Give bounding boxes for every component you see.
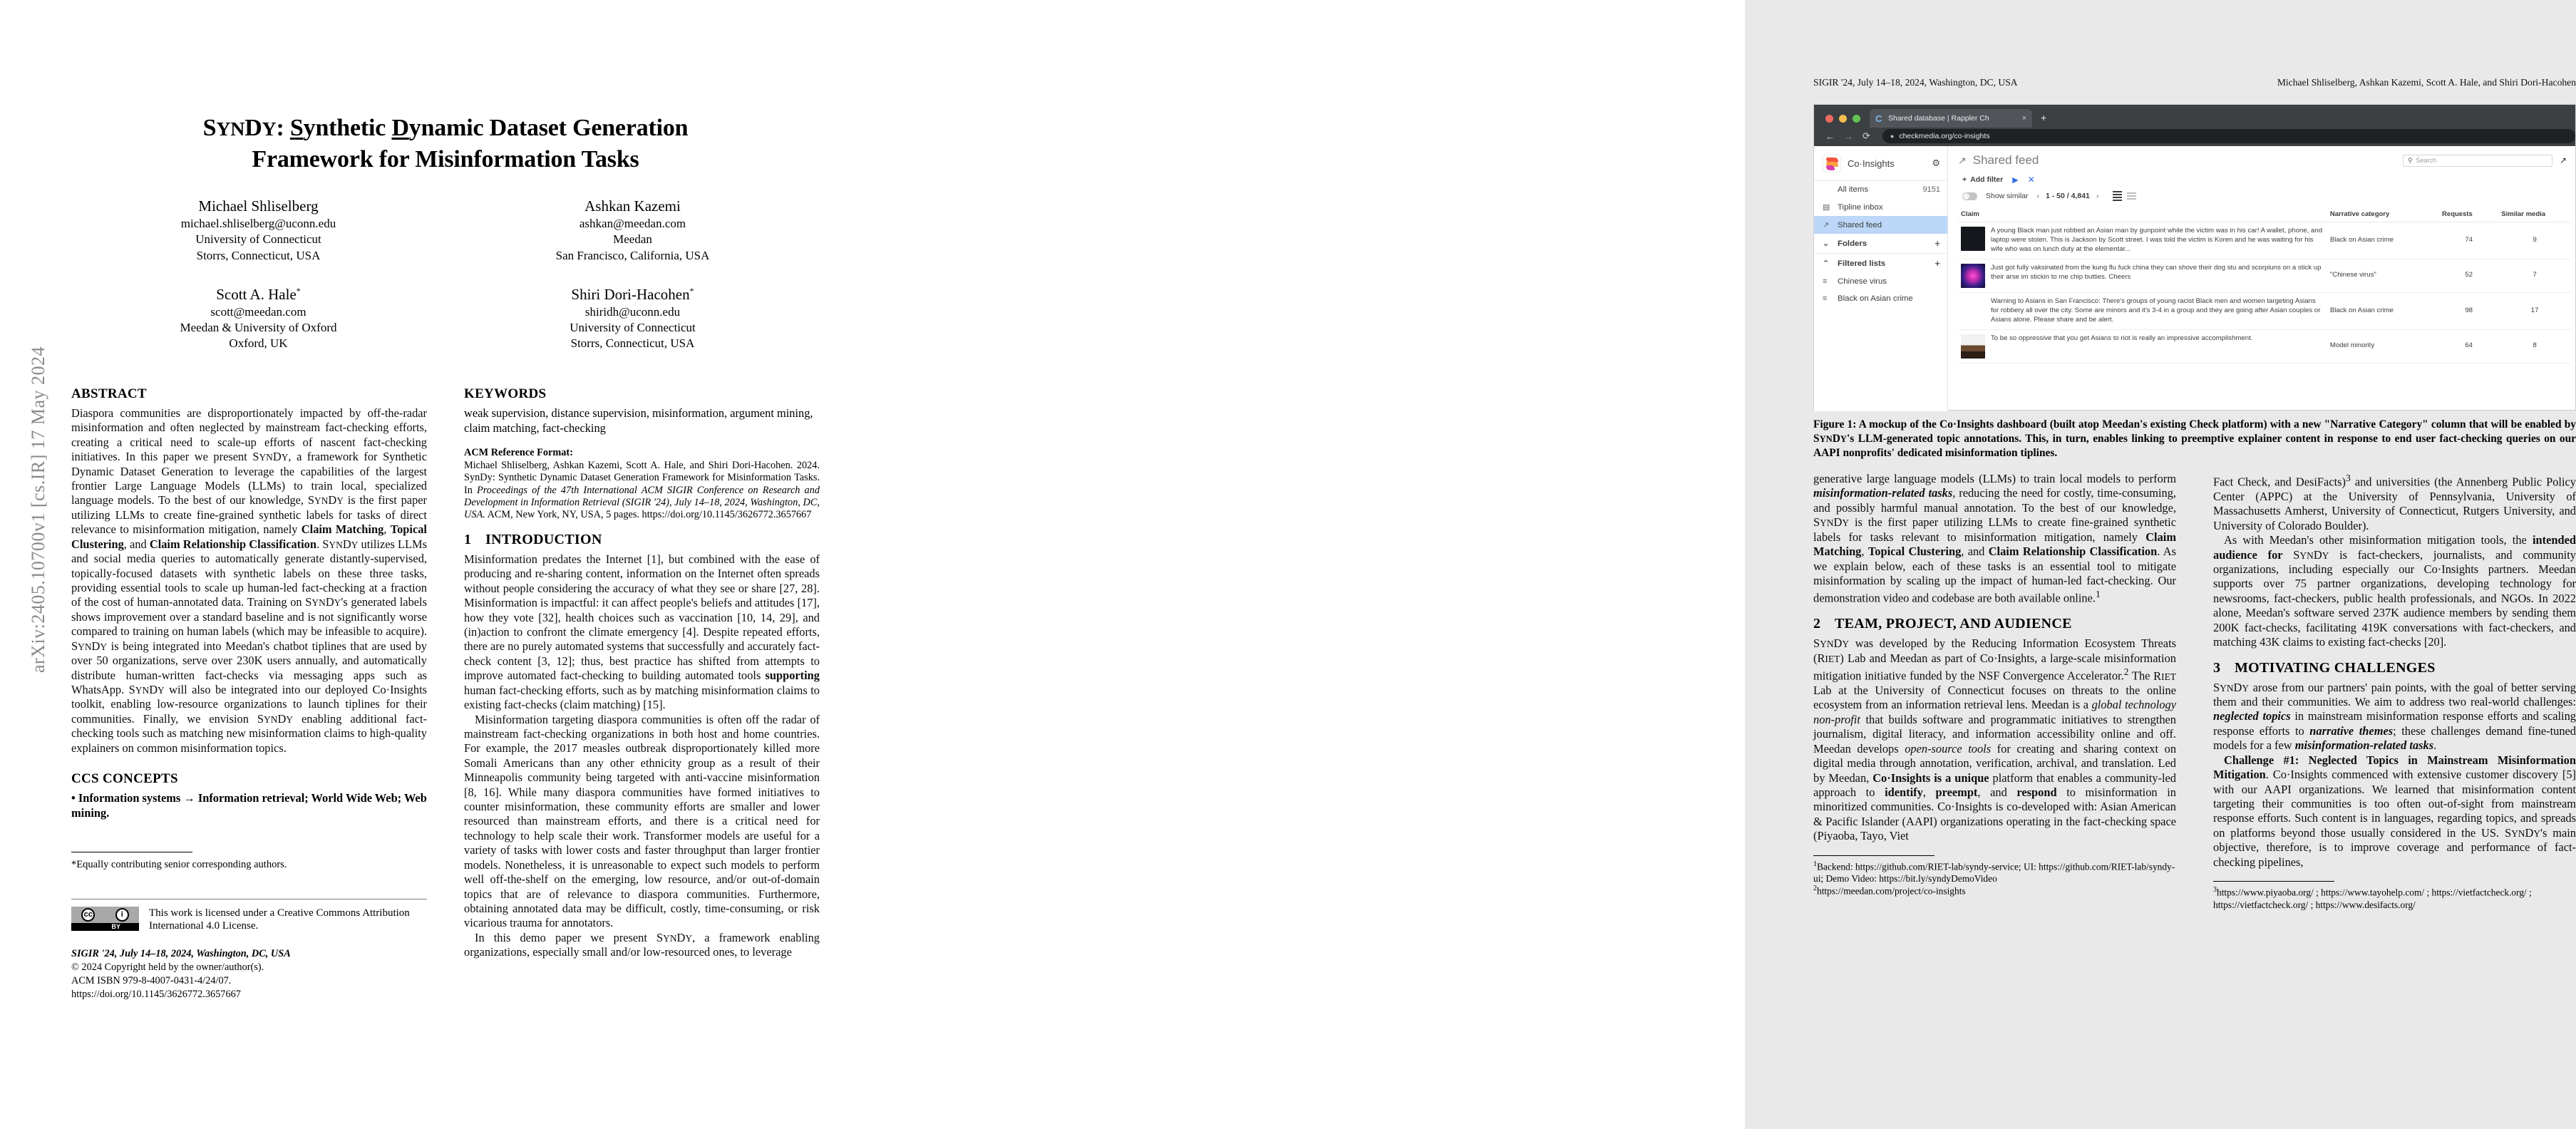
show-similar-label: Show similar bbox=[1986, 192, 2029, 200]
compact-view-icon[interactable] bbox=[2127, 192, 2136, 200]
figure-1 bbox=[1813, 104, 2576, 460]
search-placeholder: Search bbox=[2416, 157, 2437, 164]
footnote-rule bbox=[2213, 881, 2334, 882]
next-page-icon[interactable]: › bbox=[2096, 192, 2099, 200]
introduction-heading bbox=[464, 532, 820, 548]
section-2-title: TEAM, PROJECT, AND AUDIENCE bbox=[1835, 616, 2072, 632]
author-affiliation: University of Connecticut bbox=[195, 232, 321, 247]
sidebar-item-chinese-virus[interactable] bbox=[1814, 273, 1947, 290]
introduction-paragraph-1: Misinformation predates the Internet [1], but combined with the ease of producing and re-sharing content, information on the Internet often spreads without people considering the accuracy of what they see or share [27, 28]. Misinformation is impactful: it can affect people's beliefs and attitudes [17], how they vote [32], health choices such as vaccination [10, 14, 29], and (in)action to confront the climate emergency [4]. Despite repeated efforts, there are no purely automated systems that successfully and accurately fact-check content [3, 12]; thus, best practice has shifted from attempts to improve automated fact-checking to building automated tools supporting human fact-checking efforts, such as by matching misinformation claims to existing fact-checks (claim matching) [15]. bbox=[464, 552, 820, 712]
keywords-block bbox=[464, 386, 820, 435]
add-filtered-list-icon[interactable]: + bbox=[1934, 258, 1940, 269]
claim-text: A young Black man just robbed an Asian man by gunpoint while the victim was in his car! A wallet, phone, and laptop were stolen. This is Jackson by Scott street. I was told the victim is Koren and he was waiting for his wife who was on lunch duty at the elementar... bbox=[1991, 227, 2323, 253]
plus-icon: + bbox=[1962, 175, 1967, 184]
abstract-text: Diaspora communities are disproportionately impacted by off-the-radar misinformation and often neglected by mainstream fact-checking efforts, creating a critical need to scale-up efforts of nascent fact-checking initiatives. In this paper we present SYNDY, a framework for Synthetic Dynamic Dataset Generation to leverage the capabilities of the largest frontier Large Language Models (LLMs) to train local, specialized language models. To the best of our knowledge, SYNDY is the first paper utilizing LLMs to create fine-grained synthetic labels for tasks of direct relevance to misinformation mitigation, namely Claim Matching, Topical Clustering, and Claim Relationship Classification. SYNDY utilizes LLMs and social media queries to automatically generate distantly-supervised, topically-focused datasets with synthetic labels on these three tasks, providing essential tools to scale up human-led fact-checking at a fraction of the cost of human-annotated data. Training on SYNDY's generated labels shows improvement over a standard baseline and is not significantly worse compared to training on human labels (which may be infeasible to acquire). SYNDY is being integrated into Meedan's chatbot tiplines that are used by over 50 organizations, serve over 230K users annually, and automatically distribute human-written fact-checks via messaging apps such as WhatsApp. SYNDY will also be integrated into our deployed Co·Insights toolkit, enabling low-resource organizations to launch tiplines for their communities. Finally, we envision SYNDY enabling additional fact-checking tools such as matching new misinformation claims to high-quality explainers on common misinformation topics. bbox=[71, 406, 428, 755]
pub-isbn: ACM ISBN 979-8-4007-0431-4/24/07. bbox=[71, 974, 232, 986]
sidebar-item-label: Folders bbox=[1838, 239, 1867, 248]
clear-filter-icon[interactable]: ✕ bbox=[2027, 175, 2035, 185]
pub-venue: SIGIR '24, July 14–18, 2024, Washington, DC, USA bbox=[71, 948, 291, 959]
author-block bbox=[71, 197, 445, 264]
similar-media-cell: 9 bbox=[2498, 222, 2571, 259]
arxiv-stamp-text: arXiv:2405.10700v1 [cs.IR] 17 May 2024 bbox=[28, 346, 48, 674]
page-two-column-right bbox=[2195, 472, 2576, 911]
claim-cell bbox=[1958, 222, 2327, 259]
publication-info bbox=[71, 947, 427, 1001]
title-line-1: SYNDY: Synthetic Dynamic Dataset Generation bbox=[202, 115, 689, 141]
narrative-category-cell: Black on Asian crime bbox=[2327, 292, 2439, 329]
footnote-3: $^3$https://www.piyaoba.org/ ; https://www.tayohelp.com/ ; https://vietfactcheck.org/ ; https://vietfactcheck.org/ ; https://www.desifacts.org/ bbox=[2213, 886, 2532, 910]
page-two-content bbox=[1813, 77, 2576, 911]
table-row[interactable] bbox=[1958, 259, 2571, 292]
author-location: Storrs, Connecticut, USA bbox=[570, 336, 695, 351]
narrative-category-cell: "Chinese virus" bbox=[2327, 259, 2439, 292]
claim-text: To be so oppressive that you get Asians to riot is really an impressive accomplishment. bbox=[1991, 334, 2253, 342]
section-2-text: SYNDY was developed by the Reducing Information Ecosystem Threats (RIET) Lab and Meedan as part of Co·Insights, a large-scale misinformation mitigation initiative funded by the NSF Convergence Accelerator.$^2$ The RIET Lab at the University of Connecticut focuses on threats to the online ecosystem from an information retrieval lens. Meedan is a global technology non-profit that builds software and programmatic initiatives to strengthen journalism, digital literacy, and information accessibility online and off. Meedan develops open-source tools for creating and sharing context on digital media through annotation, verification, archival, and translation. Led by Meedan, Co·Insights is a unique platform that enables a community-led approach to identify, preempt, and respond to misinformation in minoritized communities. Co·Insights is co-developed with: Asian American & Pacific Islander (AAPI) organizations operating in the fact-checking space (Piyaoba, Tayo, Viet bbox=[1813, 636, 2177, 843]
claim-cell bbox=[1958, 259, 2327, 292]
address-bar-url: checkmedia.org/co-insights bbox=[1899, 132, 1990, 140]
introduction-number: 1 bbox=[464, 531, 472, 547]
lock-icon: ● bbox=[1890, 133, 1895, 140]
running-head-right: Michael Shliselberg, Ashkan Kazemi, Scott A. Hale, and Shiri Dori-Hacohen bbox=[2277, 77, 2576, 88]
claim-thumbnail-image bbox=[1961, 334, 1985, 359]
expand-icon[interactable]: ↗ bbox=[2559, 155, 2567, 165]
author-email: ashkan@meedan.com bbox=[579, 216, 686, 230]
acm-ref-part-1: Michael Shliselberg, Ashkan Kazemi, Scott A. Hale, and Shiri Dori-Hacohen. 2024. SynDy: Synthetic Dynamic Dataset Generation Framework for Misinformation Tasks. In bbox=[464, 459, 820, 496]
page-two-columns bbox=[1813, 472, 2576, 911]
page-title bbox=[100, 113, 791, 175]
cc-by-label: BY bbox=[111, 922, 120, 930]
acm-ref-italic: Proceedings of the 47th International ACM SIGIR Conference on Research and Development in Information Retrieval (SIGIR '24), July 14–18, 2024, Washington, DC, USA. bbox=[464, 484, 820, 521]
trend-icon: ↗ bbox=[1958, 154, 1967, 166]
sidebar-item-black-on-asian-crime[interactable] bbox=[1814, 290, 1947, 307]
author-email: michael.shliselberg@uconn.edu bbox=[180, 216, 336, 230]
all-items-count: 9151 bbox=[1922, 185, 1940, 194]
section-3-paragraph-2: Challenge #1: Neglected Topics in Mainstream Misinformation Mitigation. Co·Insights commenced with extensive customer discovery [5] with our AAPI organizations. We learned that misinformation content targeting their communities is too often out-of-sight from mainstream response efforts. Such content is in languages, regarding topics, and spreads on platforms beyond those usually considered in the US. SYNDY's main objective, therefore, is to improve coverage and performance of fact-checking pipelines, bbox=[2213, 753, 2576, 869]
claim-cell bbox=[1958, 292, 2327, 329]
view-mode-group bbox=[2113, 191, 2136, 201]
main-title-label: Shared feed bbox=[1972, 153, 2039, 167]
tool-row bbox=[1948, 185, 2575, 201]
close-tab-icon[interactable]: × bbox=[2021, 114, 2026, 123]
pagination bbox=[2037, 192, 2099, 200]
claim-thumbnail-image bbox=[1961, 227, 1985, 251]
claim-thumbnail-image bbox=[1961, 264, 1985, 288]
ccs-text: • Information systems → Information retrieval; World Wide Web; Web mining. bbox=[71, 791, 427, 820]
close-window-icon[interactable] bbox=[1825, 115, 1833, 123]
show-similar-toggle[interactable] bbox=[1962, 192, 1977, 200]
maximize-window-icon[interactable] bbox=[1853, 115, 1860, 123]
sidebar-header bbox=[1814, 146, 1947, 180]
author-name: Michael Shliselberg bbox=[198, 197, 319, 215]
section-2-continuation: Fact Check, and DesiFacts)$^3$ and universities (the Annenberg Public Policy Center (APPC) at the University of Pennsylvania, University of Massachusetts Amherst, University of Connecticut, Rutgers University, and University of Colorado Boulder). bbox=[2213, 473, 2576, 532]
sidebar-item-label: All items bbox=[1838, 185, 1869, 194]
minimize-window-icon[interactable] bbox=[1839, 115, 1847, 123]
column-header-similar-media[interactable]: Similar media bbox=[2498, 208, 2571, 222]
introduction-paragraph-3: In this demo paper we present SYNDY, a framework enabling organizations, especially small and/or low-resourced ones, to leverage bbox=[464, 930, 820, 959]
reload-icon[interactable]: ⟳ bbox=[1863, 130, 1870, 141]
sidebar-item-all-items[interactable] bbox=[1814, 181, 1947, 198]
author-affiliation: Meedan bbox=[613, 232, 652, 247]
cc-circle-icon: cc bbox=[81, 908, 95, 922]
ccs-concepts-block bbox=[71, 771, 427, 820]
add-filter-button[interactable] bbox=[1962, 175, 2003, 184]
column-header-narrative-category[interactable]: Narrative category bbox=[2327, 208, 2439, 222]
author-footnote: *Equally contributing senior corresponding authors. bbox=[71, 859, 287, 871]
running-head bbox=[1813, 77, 2576, 88]
sidebar-item-tipline-inbox[interactable] bbox=[1814, 198, 1947, 216]
section-3-heading bbox=[2213, 660, 2576, 676]
author-location: Storrs, Connecticut, USA bbox=[196, 248, 321, 262]
page-one-content bbox=[71, 71, 820, 1001]
author-email: scott@meedan.com bbox=[210, 304, 306, 319]
co-insights-dashboard-mockup bbox=[1813, 104, 2576, 411]
prev-page-icon[interactable]: ‹ bbox=[2036, 192, 2040, 200]
column-header-requests[interactable]: Requests bbox=[2439, 208, 2498, 222]
sidebar-group-filtered-lists[interactable] bbox=[1814, 254, 1947, 273]
sidebar-item-label: Black on Asian crime bbox=[1838, 294, 1913, 303]
list-icon: ≡ bbox=[1823, 277, 1828, 286]
page-one-columns bbox=[71, 386, 820, 1001]
requests-cell: 74 bbox=[2439, 222, 2498, 259]
license-text: This work is licensed under a Creative Commons Attribution International 4.0 License. bbox=[149, 907, 410, 932]
window-controls[interactable] bbox=[1825, 115, 1860, 123]
similar-media-cell: 7 bbox=[2498, 259, 2571, 292]
acm-reference-text bbox=[464, 460, 820, 522]
table-row[interactable] bbox=[1958, 222, 2571, 259]
claim-text: Just got fully vaksinated from the kung flu fuck china they can shove their dog stu and scorpiuns on a stick up their arse im stickin to me chip butties. Cheers bbox=[1991, 263, 2322, 281]
main-title bbox=[1958, 153, 2039, 167]
filter-row bbox=[1948, 167, 2575, 185]
section-3-title: MOTIVATING CHALLENGES bbox=[2235, 659, 2436, 676]
introduction-title: INTRODUCTION bbox=[485, 531, 602, 547]
feed-table-header-row bbox=[1958, 208, 2571, 222]
running-head-left: SIGIR '24, July 14–18, 2024, Washington, DC, USA bbox=[1813, 77, 2018, 88]
ccs-heading: CCS CONCEPTS bbox=[71, 771, 178, 787]
browser-tab[interactable] bbox=[1870, 109, 2032, 128]
back-icon[interactable]: ← bbox=[1825, 130, 1835, 142]
arxiv-stamp bbox=[10, 0, 53, 1129]
feed-table bbox=[1958, 208, 2571, 364]
section-2-number: 2 bbox=[1813, 616, 1821, 632]
section-3-number: 3 bbox=[2213, 659, 2221, 676]
column-header-claim[interactable]: Claim bbox=[1958, 208, 2327, 222]
inbox-icon: ▤ bbox=[1823, 203, 1830, 212]
title-line-2: Framework for Misinformation Tasks bbox=[252, 146, 639, 173]
keywords-heading: KEYWORDS bbox=[464, 386, 547, 401]
search-icon: ⚲ bbox=[2407, 156, 2413, 164]
similar-media-cell: 17 bbox=[2498, 292, 2571, 329]
sidebar-item-shared-feed[interactable] bbox=[1814, 216, 1947, 234]
figure-caption: Figure 1: A mockup of the Co·Insights dashboard (built atop Meedan's existing Check platform) with a new "Narrative Category" column that will be enabled by SYNDY's LLM-generated topic annotations. This, in turn, enables linking to preemptive explainer content in response to end user fact-checking queries on our AAPI nonprofits' dedicated misinformation tiplines. bbox=[1813, 418, 2576, 460]
requests-cell: 52 bbox=[2439, 259, 2498, 292]
abstract-heading: ABSTRACT bbox=[71, 386, 147, 401]
app-sidebar bbox=[1814, 146, 1948, 411]
author-affiliation: University of Connecticut bbox=[570, 321, 696, 335]
intended-audience-paragraph: As with Meedan's other misinformation mitigation tools, the intended audience for SYNDY is fact-checkers, journalists, and community organizations, including especially our Co·Insights partners. Meedan supports over 75 partner organizations, developing technology for newsrooms, fact-checkers, public health professionals, and NGOs. In 2022 alone, Meedan's software served 237K audience members by sending them 200K fact-checks, facilitating 419K conversations with fact-checkers, and matching 43K claims to existing fact-checks [20]. bbox=[2213, 533, 2576, 649]
author-block bbox=[71, 285, 445, 352]
author-location: Oxford, UK bbox=[229, 336, 288, 351]
table-row[interactable] bbox=[1958, 329, 2571, 363]
gear-icon[interactable]: ⚙ bbox=[1932, 158, 1940, 168]
introduction-paragraph-2: Misinformation targeting diaspora communities is often off the radar of mainstream fact-checking organizations in both host and home countries. For example, the 2017 measles outbreak disproportionately killed more Somali Americans than any other ethnicity group as a result of their Minneapolis community being targeted with anti-vaccine misinformation [8, 16]. While many diaspora communities have formed initiatives to counter misinformation, these community efforts are smaller and lower resourced than mainstream efforts, and there is a critical need for technology to help scale their work. Transformer models are useful for a variety of tasks with lower costs and faster throughput than larger frontier models. Nonetheless, it is unreasonable to expect such models to perform well off-the-shelf on the emerging, low resource, and/or out-of-domain topics that are of relevance to diaspora communities. Furthermore, obtaining annotated data may be difficult, costly, time-consuming, or risk vicarious trauma for annotators. bbox=[464, 712, 820, 930]
list-icon: ≡ bbox=[1823, 294, 1828, 303]
author-name: Scott A. Hale* bbox=[216, 286, 301, 304]
sidebar-item-label: Chinese virus bbox=[1838, 277, 1887, 286]
browser-navbar bbox=[1814, 126, 2575, 146]
acm-reference-block bbox=[464, 447, 820, 522]
app-body bbox=[1814, 146, 2575, 411]
add-folder-icon[interactable]: + bbox=[1934, 238, 1940, 249]
chevron-up-icon: ⌃ bbox=[1823, 259, 1830, 268]
section-2-heading bbox=[1813, 616, 2176, 632]
search-input[interactable] bbox=[2403, 155, 2552, 167]
table-row[interactable] bbox=[1958, 292, 2571, 329]
author-location: San Francisco, California, USA bbox=[555, 248, 710, 262]
page-two bbox=[872, 0, 2576, 1129]
column-right bbox=[445, 386, 820, 1001]
attribution-person-icon: i bbox=[115, 908, 129, 922]
section-3-paragraph-1: SYNDY arose from our partners' pain points, with the goal of better serving them and their communities. We aim to address two real-world challenges: neglected topics in mainstream misinformation response efforts and scaling response efforts to narrative themes; these challenges demand fine-tuned models for a few misinformation-related tasks. bbox=[2213, 680, 2576, 753]
author-list bbox=[71, 197, 820, 368]
forward-icon[interactable]: → bbox=[1844, 130, 1853, 142]
sidebar-item-label: Shared feed bbox=[1838, 220, 1882, 230]
sidebar-item-label: Filtered lists bbox=[1838, 259, 1886, 268]
browser-chrome bbox=[1814, 105, 2575, 146]
pub-copyright: © 2024 Copyright held by the owner/author(s). bbox=[71, 961, 264, 973]
sidebar-item-label: Tipline inbox bbox=[1838, 202, 1883, 212]
new-tab-button[interactable]: + bbox=[2041, 112, 2047, 123]
intro-continuation: generative large language models (LLMs) to train local models to perform misinformation-related tasks, reducing the need for costly, time-consuming, and possibly harmful manual annotation. To the best of our knowledge, SYNDY is the first paper utilizing LLMs to create fine-grained synthetic labels for tasks relevant to misinformation mitigation, namely Claim Matching, Topical Clustering, and Claim Relationship Classification. As we explain below, each of these tasks is an essential tool to mitigate misinformation by scaling up the impact of human-led fact-checking. Our demonstration video and codebase are both available online.$^1$ bbox=[1813, 472, 2176, 605]
similar-media-cell: 8 bbox=[2498, 329, 2571, 363]
author-block bbox=[445, 285, 820, 352]
page-two-column-left bbox=[1813, 472, 2195, 911]
co-insights-logo-icon bbox=[1823, 154, 1841, 172]
app-main bbox=[1948, 146, 2575, 411]
license-block bbox=[71, 899, 427, 934]
creative-commons-badge-icon bbox=[71, 907, 139, 931]
author-email: shiridh@uconn.edu bbox=[584, 304, 681, 319]
pagination-label: 1 - 50 / 4,841 bbox=[2046, 192, 2090, 200]
sidebar-group-folders[interactable] bbox=[1814, 234, 1947, 253]
app-name: Co·Insights bbox=[1848, 158, 1895, 169]
footnote-1: $^1$Backend: https://github.com/RIET-lab/syndy-service; UI: https://github.com/RIET-lab/syndy-ui; Demo Video: https://bit.ly/syndyDemoVideo bbox=[1813, 860, 2175, 885]
author-name: Ashkan Kazemi bbox=[584, 197, 681, 215]
browser-tab-title: Shared database | Rappler Ch bbox=[1888, 114, 1989, 123]
narrative-category-cell: Black on Asian crime bbox=[2327, 222, 2439, 259]
author-column-right bbox=[445, 197, 820, 368]
address-bar[interactable] bbox=[1882, 129, 2575, 143]
chevron-down-icon: ⌄ bbox=[1823, 239, 1830, 248]
author-block bbox=[445, 197, 820, 264]
author-name: Shiri Dori-Hacohen* bbox=[571, 286, 694, 304]
add-filter-label: Add filter bbox=[1970, 175, 2004, 184]
keywords-text: weak supervision, distance supervision, misinformation, argument mining, claim matching, fact-checking bbox=[464, 406, 813, 435]
favicon-icon: C bbox=[1875, 113, 1882, 124]
acm-reference-heading: ACM Reference Format: bbox=[464, 447, 573, 459]
author-column-left bbox=[71, 197, 445, 368]
author-affiliation: Meedan & University of Oxford bbox=[180, 321, 337, 335]
footnote-rule bbox=[1813, 855, 1934, 856]
pub-doi: https://doi.org/10.1145/3626772.3657667 bbox=[71, 988, 241, 1000]
run-filter-icon[interactable]: ▶ bbox=[2012, 175, 2019, 185]
trend-icon: ↗ bbox=[1823, 221, 1830, 230]
narrative-category-cell: Model minority bbox=[2327, 329, 2439, 363]
footnote-2: $^2$https://meedan.com/project/co-insights bbox=[1813, 885, 1966, 897]
claim-text: Warning to Asians in San Francisco: There's groups of young racist Black men and women targeting Asians for robbery all over the city. Some are minors and it's 3-4 in a group and they are going after Asian couples or Asians alone. Please share and be alert. bbox=[1991, 297, 2321, 324]
acm-ref-part-2: ACM, New York, NY, USA, 5 pages. https://doi.org/10.1145/3626772.3657667 bbox=[485, 509, 812, 521]
list-view-icon[interactable] bbox=[2113, 191, 2122, 201]
requests-cell: 98 bbox=[2439, 292, 2498, 329]
column-left bbox=[71, 386, 445, 1001]
requests-cell: 64 bbox=[2439, 329, 2498, 363]
main-header bbox=[1948, 146, 2575, 167]
claim-cell bbox=[1958, 329, 2327, 363]
page-one bbox=[0, 0, 872, 1129]
